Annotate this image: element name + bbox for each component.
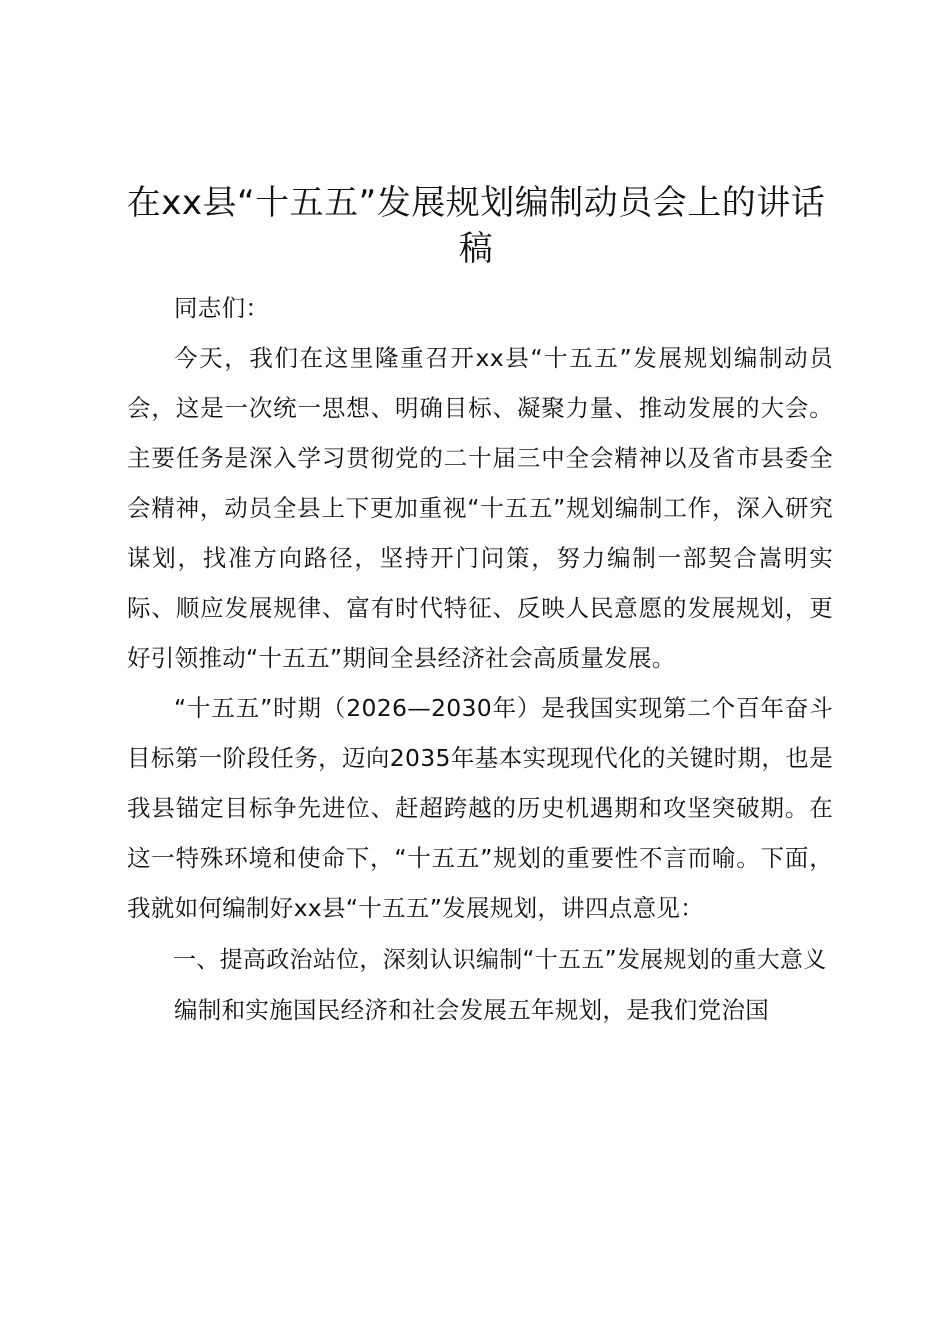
document-body xyxy=(127,283,833,1035)
document-title: 在xx县“十五五”发展规划编制动员会上的讲话稿 xyxy=(126,183,826,269)
paragraph-1: 今天，我们在这里隆重召开xx县“十五五”发展规划编制动员会，这是一次统一思想、明确目标、凝聚力量、推动发展的大会。主要任务是深入学习贯彻党的二十届三中全会精神以及省市县委全会精神，动员全县上下更加重视“十五五”规划编制工作，深入研究谋划，找准方向路径，坚持开门问策，努力编制一部契合嵩明实际、顺应发展规律、富有时代特征、反映人民意愿的发展规划，更好引领推动“十五五”期间全县经济社会高质量发展。 xyxy=(127,344,833,672)
paragraph-2: “十五五”时期（2026—2030年）是我国实现第二个百年奋斗目标第一阶段任务，迈向2035年基本实现现代化的关键时期，也是我县锚定目标争先进位、赶超跨越的历史机遇期和攻坚突破期。在这一特殊环境和使命下，“十五五”规划的重要性不言而喻。下面，我就如何编制好xx县“十五五”发展规划，讲四点意见： xyxy=(127,694,833,922)
section-paragraph: 编制和实施国民经济和社会发展五年规划，是我们党治国 xyxy=(174,996,769,1024)
salutation: 同志们： xyxy=(174,294,270,322)
section-heading: 一、提高政治站位，深刻认识编制“十五五”发展规划的重大意义 xyxy=(173,947,827,973)
